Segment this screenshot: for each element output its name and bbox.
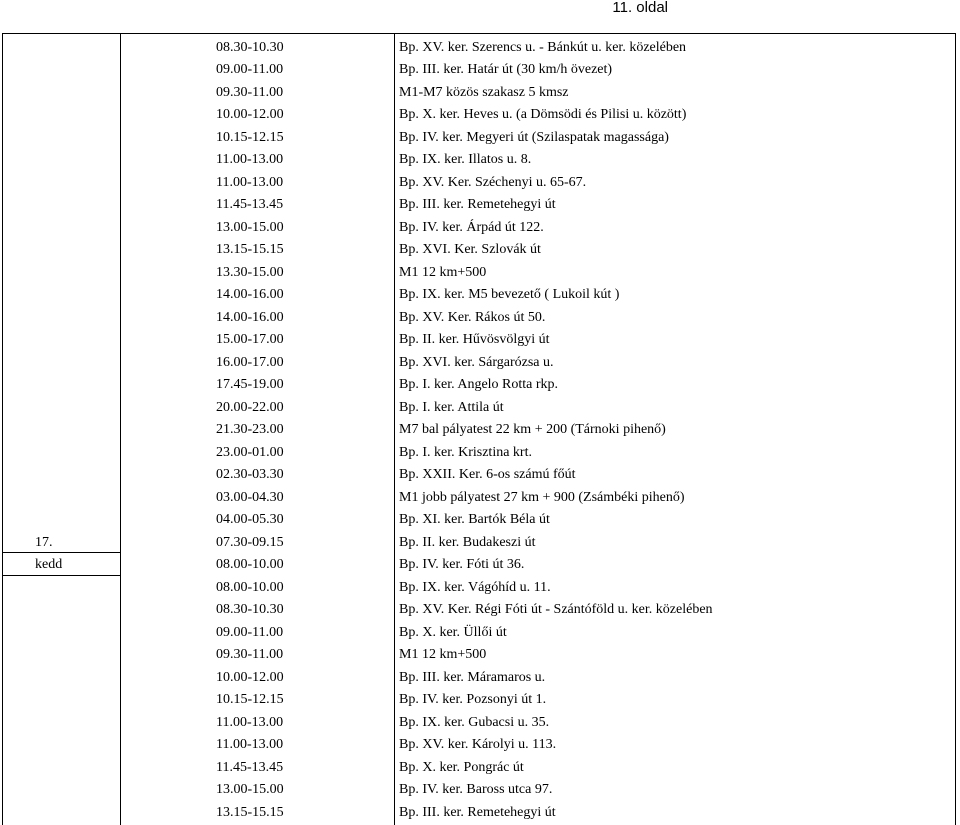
location-cell: M7 bal pályatest 22 km + 200 (Tárnoki pihenő)	[399, 422, 666, 437]
location-cell: Bp. III. ker. Remetehegyi út	[399, 804, 556, 820]
day-cell	[3, 777, 120, 800]
location-cell: Bp. XV. Ker. Széchenyi u. 65-67.	[399, 174, 587, 190]
time-cell: 10.15-12.15	[216, 692, 284, 707]
day-cell	[3, 79, 120, 102]
time-cell: 23.00-01.00	[216, 444, 284, 460]
day-cell	[3, 664, 120, 687]
time-cell: 13.00-15.00	[216, 782, 284, 797]
time-cell: 17.45-19.00	[216, 377, 284, 392]
location-cell: M1 12 km+500	[399, 264, 487, 280]
time-cell: 10.15-12.15	[216, 129, 284, 145]
location-cell: M1 12 km+500	[399, 647, 487, 662]
time-cell: 08.00-10.00	[216, 579, 284, 595]
day-cell	[3, 169, 120, 192]
location-cell: Bp. IV. ker. Árpád út 122.	[399, 219, 544, 235]
day-cell	[3, 642, 120, 665]
day-cell	[3, 102, 120, 125]
day-cell	[3, 282, 120, 305]
location-cell: Bp. XVI. Ker. Szlovák út	[399, 242, 541, 257]
day-cell	[3, 619, 120, 642]
time-cell: 08.00-10.00	[216, 557, 284, 572]
time-cell: 20.00-22.00	[216, 399, 284, 415]
day-cell	[3, 192, 120, 215]
table-row	[3, 394, 956, 417]
time-cell: 07.30-09.15	[216, 534, 284, 550]
time-cell: 08.30-10.30	[216, 39, 284, 55]
location-cell: Bp. XI. ker. Bartók Béla út	[399, 512, 550, 527]
table-row	[3, 169, 956, 192]
day-cell	[3, 417, 120, 440]
schedule-table	[3, 34, 956, 822]
time-cell: 02.30-03.30	[216, 467, 284, 482]
location-cell: Bp. XV. Ker. Régi Fóti út - Szántóföld u. ker. közelében	[399, 602, 713, 617]
location-cell: Bp. IX. ker. M5 bevezető ( Lukoil kút )	[399, 287, 620, 302]
day-cell	[3, 709, 120, 732]
location-cell: Bp. IV. ker. Fóti út 36.	[399, 557, 525, 572]
table-row	[3, 124, 956, 147]
day-cell: kedd	[35, 557, 63, 572]
table-row	[3, 642, 956, 665]
time-cell: 10.00-12.00	[216, 669, 284, 685]
time-cell: 13.00-15.00	[216, 219, 284, 235]
location-cell: Bp. XV. ker. Szerencs u. - Bánkút u. ker. közelében	[399, 39, 687, 55]
table-row	[3, 102, 956, 125]
location-cell: Bp. IV. ker. Baross utca 97.	[399, 782, 553, 797]
time-cell: 14.00-16.00	[216, 287, 284, 302]
day-cell	[3, 687, 120, 710]
day-cell	[3, 484, 120, 507]
time-cell: 13.15-15.15	[216, 242, 284, 257]
time-cell: 11.45-13.45	[216, 197, 284, 212]
table-row	[3, 439, 956, 462]
day-cell	[3, 147, 120, 170]
day-cell	[3, 259, 120, 282]
time-cell: 16.00-17.00	[216, 354, 284, 370]
table-row	[3, 574, 956, 597]
time-cell: 03.00-04.30	[216, 489, 284, 505]
time-cell: 09.00-11.00	[216, 62, 284, 77]
time-cell: 09.30-11.00	[216, 647, 284, 662]
table-row	[3, 529, 956, 552]
location-cell: Bp. IX. ker. Vágóhíd u. 11.	[399, 579, 551, 595]
table-row	[3, 484, 956, 507]
time-cell: 08.30-10.30	[216, 602, 284, 617]
table-row	[3, 687, 956, 710]
page-number: 11. oldal	[612, 0, 668, 16]
table-row	[3, 192, 956, 215]
table-row	[3, 259, 956, 282]
time-cell: 11.00-13.00	[216, 152, 284, 167]
day-cell	[3, 732, 120, 755]
table-row	[3, 664, 956, 687]
day-cell	[3, 214, 120, 237]
time-cell: 09.30-11.00	[216, 84, 284, 100]
time-cell: 13.15-15.15	[216, 804, 284, 820]
schedule-rows	[3, 34, 956, 822]
table-row	[3, 754, 956, 777]
time-cell: 13.30-15.00	[216, 264, 284, 280]
table-row	[3, 507, 956, 530]
day-cell	[3, 372, 120, 395]
location-cell: Bp. I. ker. Krisztina krt.	[399, 444, 532, 460]
location-cell: Bp. II. ker. Budakeszi út	[399, 534, 536, 550]
table-row	[3, 799, 956, 822]
location-cell: M1 jobb pályatest 27 km + 900 (Zsámbéki pihenő)	[399, 489, 685, 505]
table-row	[3, 777, 956, 800]
table-row	[3, 372, 956, 395]
location-cell: Bp. X. ker. Üllői út	[399, 624, 507, 640]
day-cell	[3, 574, 120, 597]
time-cell: 11.00-13.00	[216, 174, 284, 190]
table-row	[3, 709, 956, 732]
time-cell: 14.00-16.00	[216, 309, 284, 325]
location-cell: Bp. XV. Ker. Rákos út 50.	[399, 309, 546, 325]
day-cell	[3, 237, 120, 260]
location-cell: Bp. X. ker. Heves u. (a Dömsödi és Pilisi u. között)	[399, 107, 687, 122]
location-cell: Bp. XXII. Ker. 6-os számú főút	[399, 467, 576, 482]
time-cell: 11.00-13.00	[216, 714, 284, 730]
time-cell: 21.30-23.00	[216, 422, 284, 437]
location-cell: Bp. III. ker. Remetehegyi út	[399, 197, 556, 212]
table-row	[3, 282, 956, 305]
location-cell: Bp. XVI. ker. Sárgarózsa u.	[399, 354, 554, 370]
location-cell: Bp. I. ker. Attila út	[399, 399, 504, 415]
location-cell: Bp. XV. ker. Károlyi u. 113.	[399, 737, 557, 752]
day-cell	[3, 462, 120, 485]
day-cell	[3, 507, 120, 530]
location-cell: Bp. IX. ker. Gubacsi u. 35.	[399, 714, 550, 730]
location-cell: Bp. IX. ker. Illatos u. 8.	[399, 152, 532, 167]
day-cell	[3, 799, 120, 822]
location-cell: Bp. II. ker. Hűvösvölgyi út	[399, 332, 550, 347]
day-cell	[3, 439, 120, 462]
table-row	[3, 732, 956, 755]
table-row	[3, 462, 956, 485]
location-cell: Bp. III. ker. Máramaros u.	[399, 669, 546, 685]
day-cell	[3, 349, 120, 372]
table-row	[3, 214, 956, 237]
day-cell	[3, 124, 120, 147]
table-row	[3, 147, 956, 170]
table-row	[3, 552, 956, 575]
time-cell: 10.00-12.00	[216, 107, 284, 122]
table-row	[3, 619, 956, 642]
table-row	[3, 34, 956, 57]
table-row	[3, 57, 956, 80]
time-cell: 15.00-17.00	[216, 332, 284, 347]
table-row	[3, 349, 956, 372]
day-cell	[3, 57, 120, 80]
time-cell: 11.00-13.00	[216, 737, 284, 752]
location-cell: M1-M7 közös szakasz 5 kmsz	[399, 84, 569, 100]
location-cell: Bp. III. ker. Határ út (30 km/h övezet)	[399, 62, 613, 77]
day-cell	[3, 327, 120, 350]
day-cell	[3, 304, 120, 327]
location-cell: Bp. I. ker. Angelo Rotta rkp.	[399, 377, 559, 392]
time-cell: 11.45-13.45	[216, 759, 284, 775]
table-row	[3, 597, 956, 620]
table-row	[3, 327, 956, 350]
location-cell: Bp. IV. ker. Pozsonyi út 1.	[399, 692, 547, 707]
time-cell: 09.00-11.00	[216, 624, 284, 640]
day-cell	[3, 34, 120, 57]
day-cell	[3, 394, 120, 417]
table-row	[3, 79, 956, 102]
table-row	[3, 304, 956, 327]
table-row	[3, 417, 956, 440]
table-row	[3, 237, 956, 260]
day-cell	[3, 754, 120, 777]
location-cell: Bp. X. ker. Pongrác út	[399, 759, 524, 775]
location-cell: Bp. IV. ker. Megyeri út (Szilaspatak magassága)	[399, 129, 669, 145]
day-cell	[3, 597, 120, 620]
time-cell: 04.00-05.30	[216, 512, 284, 527]
day-cell: 17.	[35, 534, 53, 550]
